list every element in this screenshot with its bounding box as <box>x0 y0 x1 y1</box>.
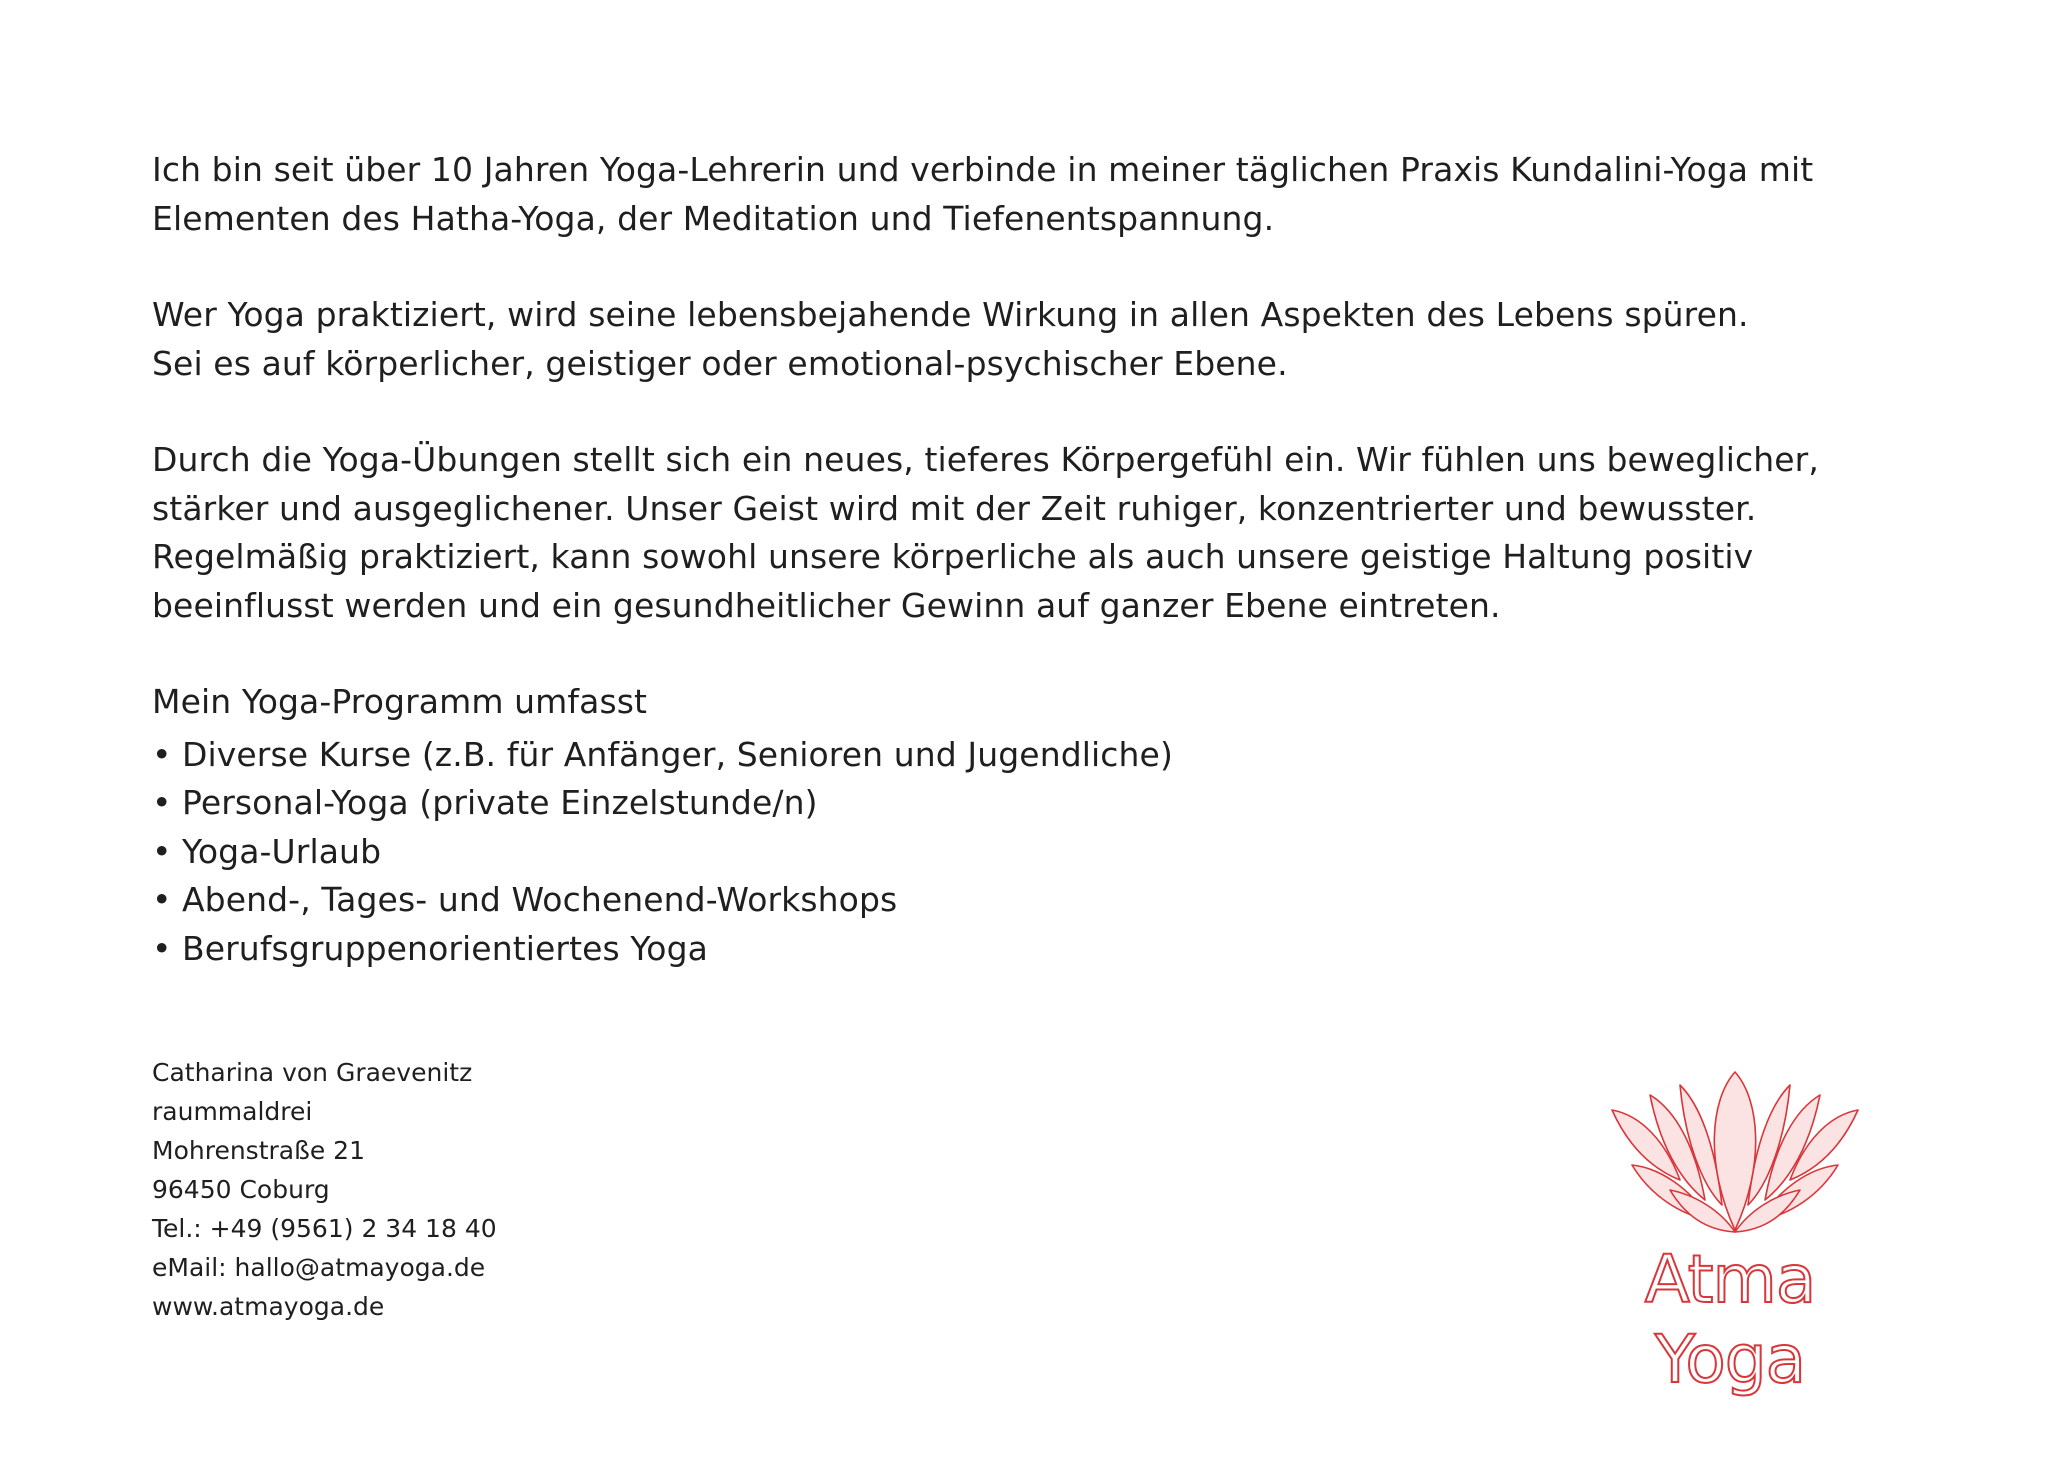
contact-phone: Tel.: +49 (9561) 2 34 18 40 <box>152 1214 497 1243</box>
list-item <box>152 779 1952 828</box>
bullet-icon: • <box>152 783 172 822</box>
list-item-label: Yoga-Urlaub <box>182 831 382 871</box>
list-item-label: Diverse Kurse (z.B. für Anfänger, Senioren und Jugendliche) <box>182 734 1173 774</box>
contact-city: 96450 Coburg <box>152 1175 330 1204</box>
bullet-icon: • <box>152 831 172 871</box>
list-item <box>152 876 1952 925</box>
intro-paragraph-2 <box>152 291 1952 388</box>
text-line: Regelmäßig praktiziert, kann sowohl unsere körperliche als auch unsere geistige Haltung positiv <box>152 537 1754 576</box>
text-line: stärker und ausgeglichener. Unser Geist wird mit der Zeit ruhiger, konzentrierter und bewusster. <box>152 488 1757 528</box>
atma-yoga-logo <box>1560 1070 1900 1398</box>
program-heading: Mein Yoga-Programm umfasst <box>152 682 648 721</box>
contact-block <box>152 1053 497 1326</box>
contact-email[interactable]: eMail: hallo@atmayoga.de <box>152 1253 486 1282</box>
main-text <box>152 146 1952 973</box>
contact-street: Mohrenstraße 21 <box>152 1136 365 1165</box>
text-line: Wer Yoga praktiziert, wird seine lebensbejahende Wirkung in allen Aspekten des Lebens spüren. <box>152 295 1749 334</box>
intro-paragraph-1 <box>152 146 1952 243</box>
logo-text: Atma Yoga <box>1644 1241 1816 1398</box>
contact-company: raummaldrei <box>152 1097 313 1126</box>
contact-name: Catharina von Graevenitz <box>152 1058 473 1087</box>
list-item <box>152 828 1952 877</box>
list-item-label: Personal-Yoga (private Einzelstunde/n) <box>182 783 818 822</box>
bullet-icon: • <box>152 734 172 774</box>
text-line: Elementen des Hatha-Yoga, der Meditation und Tiefenentspannung. <box>152 198 1275 238</box>
text-line: Ich bin seit über 10 Jahren Yoga-Lehrerin und verbinde in meiner täglichen Praxis Kundalini-Yoga mit <box>152 150 1814 189</box>
list-item-label: Abend-, Tages- und Wochenend-Workshops <box>182 880 898 919</box>
text-line: Sei es auf körperlicher, geistiger oder emotional-psychischer Ebene. <box>152 343 1288 383</box>
list-item-label: Berufsgruppenorientiertes Yoga <box>182 928 708 968</box>
bullet-icon: • <box>152 928 172 968</box>
text-line: beeinflusst werden und ein gesundheitlicher Gewinn auf ganzer Ebene eintreten. <box>152 585 1501 625</box>
contact-website[interactable]: www.atmayoga.de <box>152 1292 385 1321</box>
list-item <box>152 731 1952 780</box>
lotus-icon <box>1610 1070 1860 1240</box>
bullet-icon: • <box>152 880 172 919</box>
program-list <box>152 731 1952 974</box>
text-line: Durch die Yoga-Übungen stellt sich ein neues, tieferes Körpergefühl ein. Wir fühlen uns beweglicher, <box>152 440 1819 479</box>
list-item <box>152 925 1952 974</box>
intro-paragraph-3 <box>152 436 1952 630</box>
